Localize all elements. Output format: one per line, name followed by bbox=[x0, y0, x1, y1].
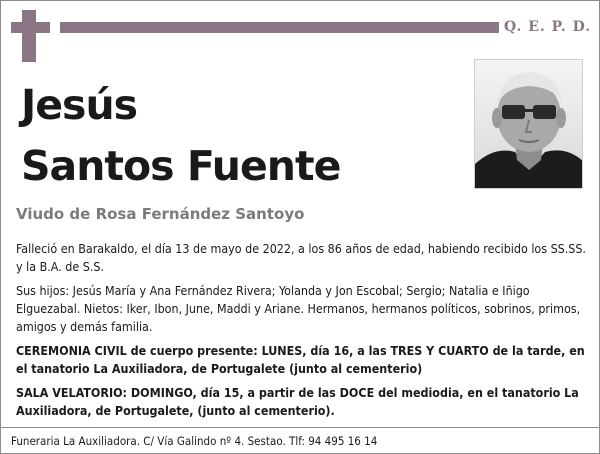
header-bar bbox=[60, 22, 499, 33]
footer-divider bbox=[1, 427, 599, 428]
family-paragraph: Sus hijos: Jesús María y Ana Fernández Rivera; Yolanda y Jon Escobal; Sergio; Natalia e Iñigo Elguezabal. Nietos: Iker, Ibon, June, Maddi y Ariane. Hermanos, hermanos políticos, sobrinos, primos, amigos y demás familia. bbox=[16, 283, 581, 334]
portrait-photo bbox=[474, 59, 583, 189]
last-names: Santos Fuente bbox=[21, 142, 341, 190]
ceremony-paragraph: CEREMONIA CIVIL de cuerpo presente: LUNES, día 16, a las TRES Y CUARTO de la tarde, en el tanatorio La Auxiliadora, de Portugalete (junto al cementerio) bbox=[16, 343, 585, 376]
death-notice-paragraph: Falleció en Barakaldo, el día 13 de mayo de 2022, a los 86 años de edad, habiendo recibido los SS.SS. y la B.A. de S.S. bbox=[16, 241, 586, 274]
portrait-image bbox=[475, 60, 583, 189]
wake-paragraph: SALA VELATORIO: DOMINGO, día 15, a partir de las DOCE del mediodia, en el tanatorio La Auxiliadora, de Portugalete, (junto al cementerio). bbox=[16, 385, 579, 418]
widower-subtitle: Viudo de Rosa Fernández Santoyo bbox=[16, 205, 305, 223]
first-name: Jesús bbox=[21, 81, 138, 129]
funeral-home-footer: Funeraria La Auxiliadora. C/ Vía Galindo nº 4. Sestao. Tlf: 94 495 16 14 bbox=[11, 434, 378, 448]
qepd-label: Q. E. P. D. bbox=[504, 19, 592, 35]
